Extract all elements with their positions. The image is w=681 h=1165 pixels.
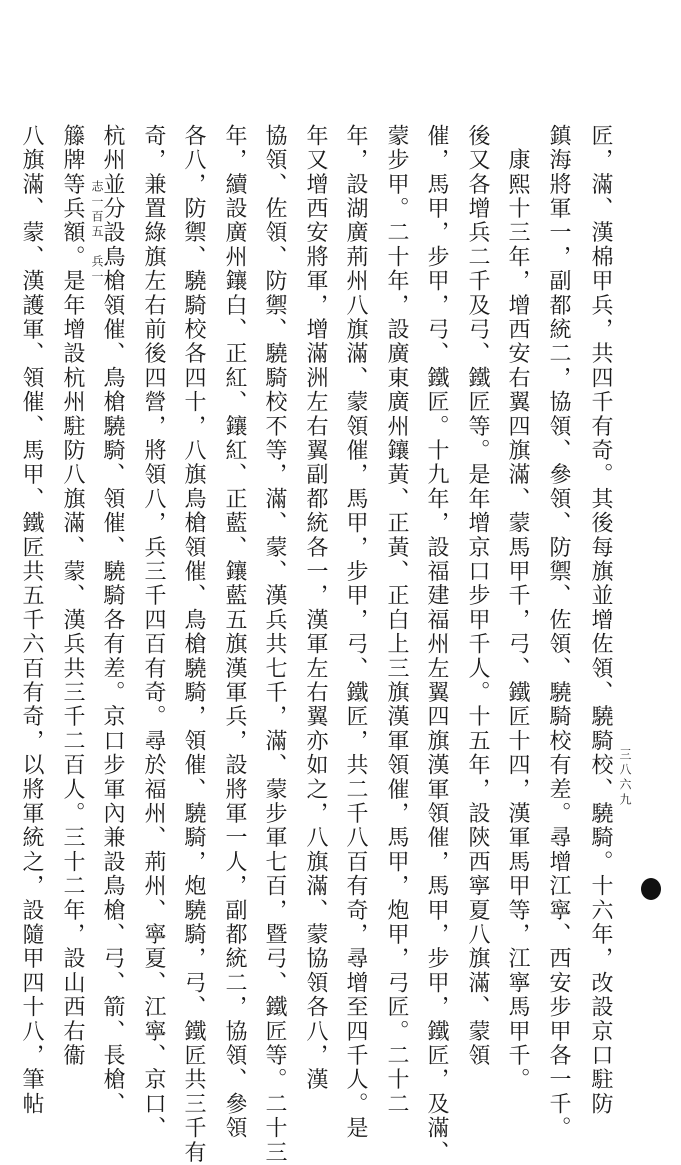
text-column-4: 後又各增兵二千及弓、鐵匠等。是年增京口步甲千人。十五年，設陝西寧夏八旗滿、蒙領 <box>465 124 490 1068</box>
text-column-15: 八旗滿、蒙、漢護軍、領催、馬甲、鐵匠共五千六百有奇，以將軍統之，設隨甲四十八，筆帖 <box>19 124 44 1117</box>
section-label: 志一百五 兵一 <box>90 180 104 285</box>
text-column-1: 匠，滿、漢棉甲兵，共四千有奇。其後每旗並增佐領、驍騎校、驍騎。十六年，改設京口駐防 <box>588 124 613 1117</box>
ink-dot <box>641 878 661 900</box>
text-column-9: 協領、佐領、防禦、驍騎校不等，滿、蒙、漢兵共七千，滿、蒙步軍七百，暨弓、鐵匠等。二十三 <box>262 124 287 1165</box>
text-column-7: 年，設湖廣荊州八旗滿、蒙領催，馬甲，步甲，弓、鐵匠，共二千八百有奇，尋增至四千人。是 <box>343 124 368 1141</box>
text-column-11: 各八，防禦、驍騎校各四十，八旗鳥槍領催、鳥槍驍騎，領催、驍騎，炮驍騎，弓、鐵匠共三千有 <box>181 124 206 1165</box>
text-column-5: 催，馬甲，步甲，弓、鐵匠。十九年，設福建福州左翼四旗漢軍領催，馬甲，步甲，鐵匠，及滿、 <box>424 124 449 1165</box>
text-column-3: 康熙十三年，增西安右翼四旗滿、蒙馬甲千，弓、鐵匠十四，漢軍馬甲等，江寧馬甲千。 <box>505 124 530 1092</box>
text-column-2: 鎮海將軍一，副都統二，協領、參領、防禦、佐領、驍騎校有差。尋增江寧、西安步甲各一千。 <box>546 124 571 1141</box>
text-column-13: 杭州並分設鳥槍領催、鳥槍驍騎、領催、驍騎各有差。京口步軍內兼設鳥槍、弓、箭、長槍、 <box>100 124 125 1117</box>
text-column-10: 年，續設廣州鑲白、正紅、鑲紅、正藍、鑲藍五旗漢軍兵，設將軍一人，副都統二，協領、參領 <box>222 124 247 1141</box>
page-number: 三八六九 <box>618 748 632 808</box>
text-column-8: 年又增西安將軍，增滿洲左右翼副都統各一，漢軍左右翼亦如之，八旗滿、蒙協領各八，漢 <box>303 124 328 1092</box>
text-column-14: 籐牌等兵額。是年增設杭州駐防八旗滿、蒙、漢兵共三千二百人。三十二年，設山西右衞 <box>60 124 85 1068</box>
text-column-6: 蒙步甲。二十年，設廣東廣州鑲黃、正黃、正白上三旗漢軍領催，馬甲，炮甲，弓匠。二十二 <box>384 124 409 1117</box>
text-column-12: 奇，兼置綠旗左右前後四營，將領八，兵三千四百有奇。尋於福州、荊州、寧夏、江寧、京口、 <box>141 124 166 1141</box>
